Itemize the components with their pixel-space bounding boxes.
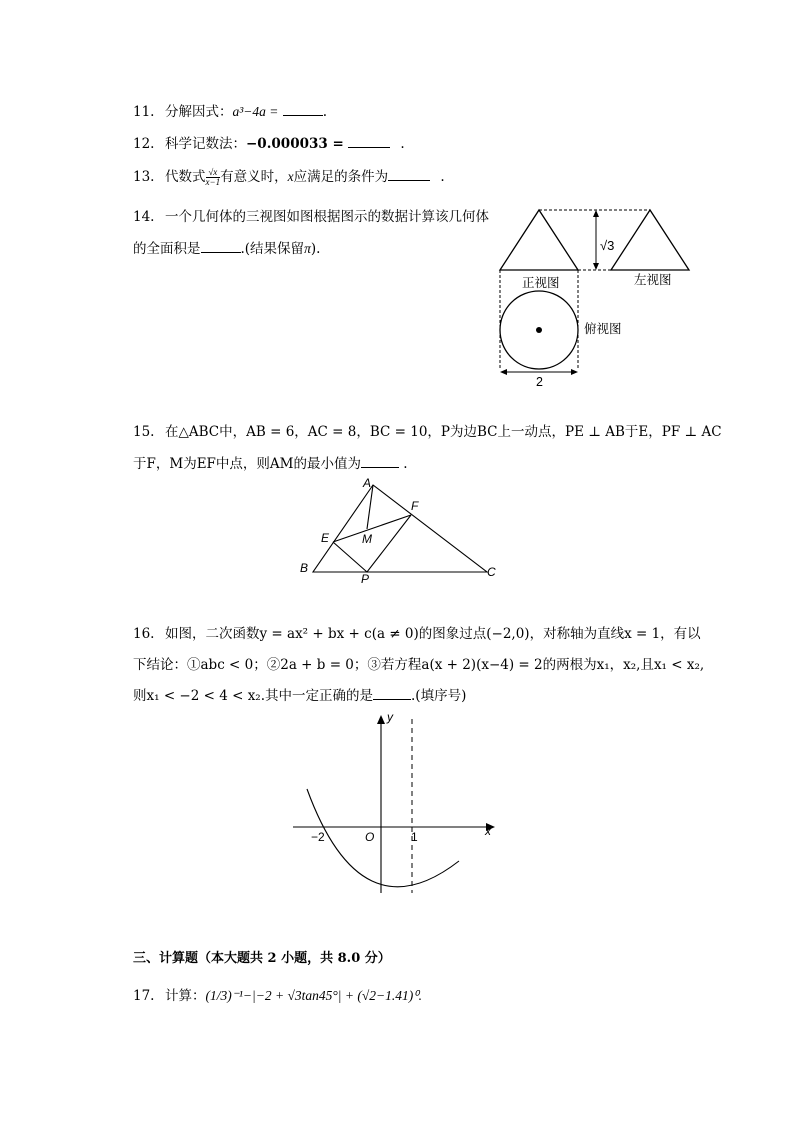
answer-blank[interactable] xyxy=(201,240,241,253)
center-dot xyxy=(536,327,542,333)
question-13 xyxy=(133,168,445,187)
question-text: 应满足的条件为 xyxy=(293,169,389,185)
question-text: 的全面积是 xyxy=(133,241,201,257)
arrow-head-up xyxy=(593,210,599,217)
perpendiculars-pe-pf xyxy=(333,515,411,572)
front-view-label: 正视图 xyxy=(522,276,560,290)
answer-blank[interactable] xyxy=(388,168,430,181)
question-number: 15. xyxy=(133,424,155,440)
question-number: 11. xyxy=(133,104,155,120)
end-punct: . xyxy=(322,104,327,120)
question-text: .(填序号) xyxy=(411,688,467,704)
parabola-figure xyxy=(285,705,510,900)
question-text: 下结论：①abc < 0；②2a + b = 0；③若方程a(x + 2)(x−4) = 2的两根为x₁，x₂,且x₁ < x₂, xyxy=(133,657,705,673)
math-expression: a³−4a = xyxy=(232,104,279,119)
question-16-line1 xyxy=(133,625,701,643)
question-12 xyxy=(133,135,405,153)
arrow-head-left xyxy=(500,369,507,375)
triangle-figure xyxy=(295,475,505,587)
label-m: M xyxy=(362,532,372,546)
question-number: 14. xyxy=(133,209,155,225)
question-15-line1 xyxy=(133,423,722,441)
question-text: 科学记数法： xyxy=(165,136,246,152)
fraction xyxy=(206,168,221,187)
three-view-figure xyxy=(490,200,700,390)
question-text: 一个几何体的三视图如图根据图示的数据计算该几何体 xyxy=(165,209,489,225)
y-axis-arrow xyxy=(377,715,385,724)
arrow-head-down xyxy=(593,263,599,270)
label-f: F xyxy=(411,499,419,513)
fraction-denominator: x−1 xyxy=(205,177,221,187)
question-15-line2 xyxy=(133,455,408,473)
end-punct: . xyxy=(400,136,405,152)
question-11 xyxy=(133,103,327,121)
question-number: 16. xyxy=(133,626,155,642)
end-punct: . xyxy=(440,169,445,185)
section-title: 三、计算题（本大题共 2 小题，共 8.0 分） xyxy=(133,951,391,966)
fraction-numerator: √x xyxy=(206,168,221,178)
origin-label: O xyxy=(365,830,375,844)
question-17 xyxy=(133,987,422,1005)
question-text: ). xyxy=(310,241,321,257)
end-punct: . xyxy=(403,456,408,472)
parabola-curve xyxy=(307,789,459,887)
question-text: 在△ABC中，AB = 6，AC = 8，BC = 10，P为边BC上一动点，PE ⊥ AB于E，PF ⊥ AC xyxy=(165,424,722,440)
question-text: 有意义时， xyxy=(220,169,288,185)
label-b: B xyxy=(300,561,309,575)
label-c: C xyxy=(487,565,496,579)
label-a: A xyxy=(363,476,372,490)
left-view-label: 左视图 xyxy=(634,273,672,287)
question-text: 如图，二次函数y = ax² + bx + c(a ≠ 0)的图象过点(−2,0)，对称轴为直线x = 1，有以 xyxy=(165,626,701,642)
question-text: 计算： xyxy=(165,988,206,1004)
left-view-triangle xyxy=(611,210,689,270)
arrow-head-right xyxy=(571,369,578,375)
one-label: 1 xyxy=(411,830,418,844)
answer-blank[interactable] xyxy=(361,455,399,468)
question-14-line2 xyxy=(133,240,320,258)
label-e: E xyxy=(321,531,330,545)
question-text: 分解因式： xyxy=(165,104,233,120)
question-text: 则x₁ < −2 < 4 < x₂.其中一定正确的是 xyxy=(133,688,374,704)
question-text: 于F，M为EF中点，则AM的最小值为 xyxy=(133,456,361,472)
question-text: .(结果保留 xyxy=(240,241,305,257)
top-view-label: 俯视图 xyxy=(584,322,622,336)
answer-blank[interactable] xyxy=(283,103,323,116)
math-expression: −0.000033 = xyxy=(246,136,344,152)
question-number: 13. xyxy=(133,169,155,185)
question-number: 17. xyxy=(133,988,155,1004)
math-expression: (1/3)⁻¹−|−2 + √3tan45°| + (√2−1.41)⁰. xyxy=(205,988,423,1003)
label-p: P xyxy=(361,572,370,586)
width-label: 2 xyxy=(536,375,543,389)
front-view-triangle xyxy=(500,210,578,270)
question-text: 代数式 xyxy=(165,169,206,185)
neg2-label: −2 xyxy=(311,830,325,844)
question-number: 12. xyxy=(133,136,155,152)
answer-blank[interactable] xyxy=(348,135,390,148)
answer-blank[interactable] xyxy=(373,687,411,700)
height-label: √3 xyxy=(600,238,615,253)
question-16-line3 xyxy=(133,687,466,705)
segment-ef xyxy=(333,515,411,542)
question-16-line2 xyxy=(133,656,704,674)
question-14-line1 xyxy=(133,208,489,226)
x-label: x xyxy=(485,824,491,838)
y-label: y xyxy=(387,710,393,724)
pi-symbol: π xyxy=(304,241,311,256)
variable: x xyxy=(287,169,294,184)
